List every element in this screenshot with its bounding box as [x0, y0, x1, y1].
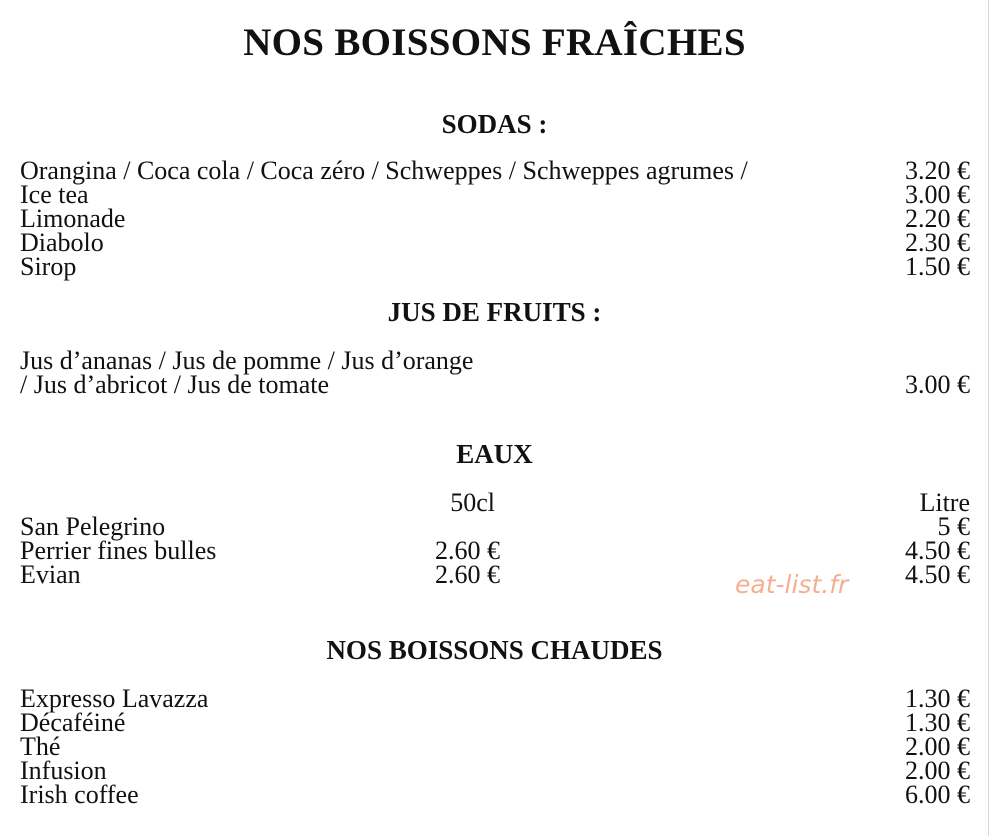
menu-item-price: 1.30 € [905, 684, 970, 713]
menu-item-name-continued: / Jus d’abricot / Jus de tomate [20, 370, 330, 399]
menu-item-name: Perrier fines bulles [20, 536, 217, 565]
menu-item-name: Irish coffee [20, 780, 139, 809]
menu-item-price: 6.00 € [905, 780, 970, 809]
menu-item-name: Diabolo [20, 228, 104, 257]
menu-item-price-50cl: 2.60 € [435, 536, 500, 565]
menu-item-name: Sirop [20, 252, 77, 281]
section-title-sodas: SODAS : [441, 109, 548, 139]
menu-item-name: Jus d’ananas / Jus de pomme / Jus d’orange [20, 346, 474, 375]
menu-item-price: 1.30 € [905, 708, 970, 737]
menu-item-price: 3.20 € [905, 156, 970, 185]
watermark-text: eat-list.fr [735, 570, 849, 599]
menu-item-price: 2.20 € [905, 204, 970, 233]
menu-item-price: 3.00 € [905, 180, 970, 209]
column-header-50cl: 50cl [450, 488, 495, 517]
menu-item-price: 2.30 € [905, 228, 970, 257]
menu-item-name: Evian [20, 560, 81, 589]
menu-item-name: Expresso Lavazza [20, 684, 209, 713]
menu-item-price-50cl: 2.60 € [435, 560, 500, 589]
menu-item-name: San Pelegrino [20, 512, 166, 541]
section-title-chaudes: NOS BOISSONS CHAUDES [326, 635, 663, 665]
section-title-eaux: EAUX [456, 439, 533, 469]
menu-item-name: Limonade [20, 204, 126, 233]
menu-item-name: Orangina / Coca cola / Coca zéro / Schweppes / Schweppes agrumes / [20, 156, 748, 185]
menu-item-price: 2.00 € [905, 732, 970, 761]
menu-item-price: 2.00 € [905, 756, 970, 785]
section-title-jus: JUS DE FRUITS : [387, 297, 602, 327]
menu-item-price-litre: 4.50 € [905, 560, 970, 589]
menu-item-name: Infusion [20, 756, 107, 785]
page-title: NOS BOISSONS FRAÎCHES [243, 21, 746, 64]
menu-item-name: Décaféiné [20, 708, 126, 737]
menu-item-price-litre: 5 € [937, 512, 970, 541]
menu-item-name: Ice tea [20, 180, 89, 209]
menu-item-price: 3.00 € [905, 370, 970, 399]
column-header-litre: Litre [919, 488, 970, 517]
menu-item-name: Thé [20, 732, 61, 761]
menu-item-price-litre: 4.50 € [905, 536, 970, 565]
menu-item-price: 1.50 € [905, 252, 970, 281]
